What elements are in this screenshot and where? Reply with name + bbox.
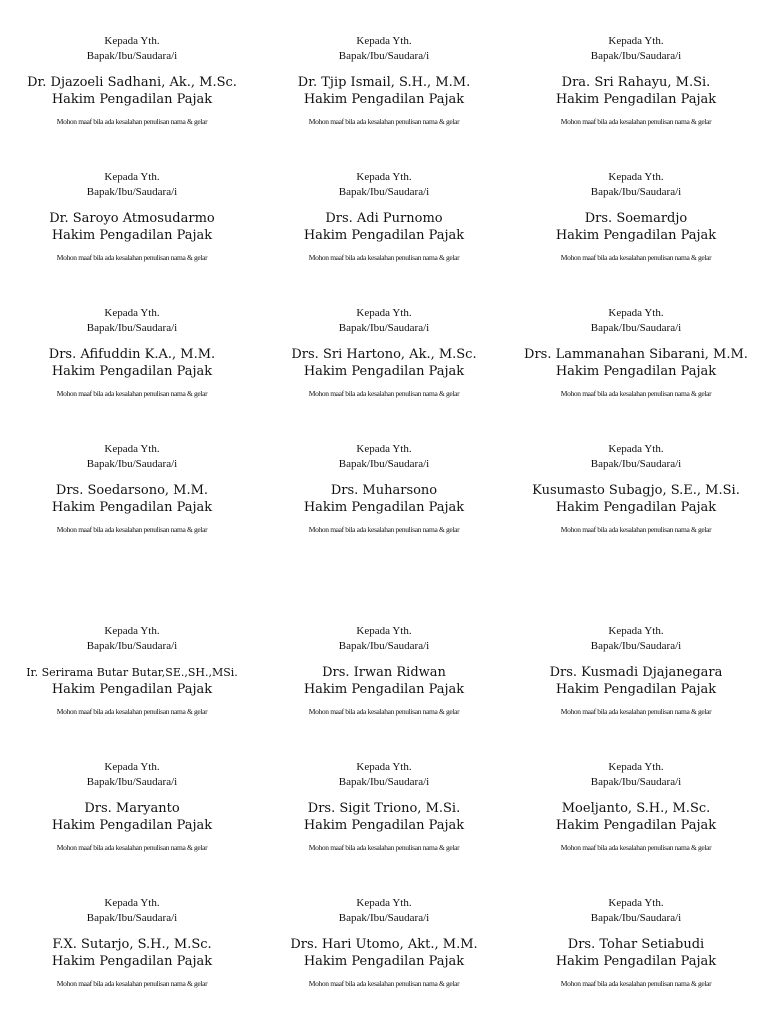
label-row (6, 170, 762, 306)
greeting-line2: Bapak/Ibu/Saudara/i (338, 912, 430, 924)
greeting-line2: Bapak/Ibu/Saudara/i (338, 322, 430, 334)
recipient-name: Drs. Soedarsono, M.M. (55, 483, 209, 498)
greeting-line2: Bapak/Ibu/Saudara/i (86, 50, 178, 62)
recipient-name: Drs. Irwan Ridwan (322, 665, 446, 680)
address-label (510, 760, 762, 896)
address-label (6, 34, 258, 170)
address-label (258, 34, 510, 170)
greeting-line1: Kepada Yth. (608, 897, 664, 909)
address-label (6, 624, 258, 760)
recipient-name: Kusumasto Subagjo, S.E., M.Si. (532, 483, 740, 498)
apology-note: Mohon maaf bila ada kesalahan penulisan nama & gelar (560, 707, 712, 716)
address-label (258, 896, 510, 1032)
recipient-role: Hakim Pengadilan Pajak (303, 682, 465, 697)
address-label (510, 896, 762, 1032)
greeting-line1: Kepada Yth. (608, 307, 664, 319)
recipient-role: Hakim Pengadilan Pajak (303, 954, 465, 969)
recipient-name: Drs. Maryanto (84, 801, 180, 816)
recipient-role: Hakim Pengadilan Pajak (51, 500, 213, 515)
apology-note: Mohon maaf bila ada kesalahan penulisan nama & gelar (560, 843, 712, 852)
address-label (6, 442, 258, 578)
recipient-name: Ir. Serirama Butar Butar,SE.,SH.,MSi. (26, 666, 238, 679)
label-row (6, 442, 762, 578)
label-row (6, 760, 762, 896)
apology-note: Mohon maaf bila ada kesalahan penulisan nama & gelar (560, 253, 712, 262)
recipient-role: Hakim Pengadilan Pajak (303, 818, 465, 833)
recipient-role: Hakim Pengadilan Pajak (51, 364, 213, 379)
greeting-line2: Bapak/Ibu/Saudara/i (86, 912, 178, 924)
address-label (6, 170, 258, 306)
apology-note: Mohon maaf bila ada kesalahan penulisan nama & gelar (56, 979, 208, 988)
address-label (258, 170, 510, 306)
recipient-name: Drs. Tohar Setiabudi (567, 937, 705, 952)
greeting-line2: Bapak/Ibu/Saudara/i (590, 322, 682, 334)
greeting-line1: Kepada Yth. (608, 625, 664, 637)
greeting-line2: Bapak/Ibu/Saudara/i (338, 458, 430, 470)
greeting-line2: Bapak/Ibu/Saudara/i (86, 458, 178, 470)
address-label (6, 306, 258, 442)
address-label (510, 34, 762, 170)
greeting-line1: Kepada Yth. (104, 897, 160, 909)
greeting-line1: Kepada Yth. (104, 761, 160, 773)
greeting-line1: Kepada Yth. (104, 443, 160, 455)
recipient-role: Hakim Pengadilan Pajak (555, 954, 717, 969)
greeting-line2: Bapak/Ibu/Saudara/i (338, 50, 430, 62)
apology-note: Mohon maaf bila ada kesalahan penulisan nama & gelar (308, 253, 460, 262)
greeting-line1: Kepada Yth. (104, 625, 160, 637)
recipient-name: Dra. Sri Rahayu, M.Si. (561, 75, 711, 90)
greeting-line2: Bapak/Ibu/Saudara/i (590, 640, 682, 652)
recipient-name: Dr. Tjip Ismail, S.H., M.M. (297, 75, 471, 90)
greeting-line1: Kepada Yth. (356, 171, 412, 183)
apology-note: Mohon maaf bila ada kesalahan penulisan nama & gelar (308, 843, 460, 852)
apology-note: Mohon maaf bila ada kesalahan penulisan nama & gelar (560, 525, 712, 534)
recipient-name: Drs. Adi Purnomo (325, 211, 443, 226)
apology-note: Mohon maaf bila ada kesalahan penulisan nama & gelar (308, 979, 460, 988)
recipient-role: Hakim Pengadilan Pajak (303, 228, 465, 243)
address-label (510, 624, 762, 760)
apology-note: Mohon maaf bila ada kesalahan penulisan nama & gelar (308, 117, 460, 126)
recipient-role: Hakim Pengadilan Pajak (51, 954, 213, 969)
greeting-line1: Kepada Yth. (608, 761, 664, 773)
recipient-role: Hakim Pengadilan Pajak (303, 92, 465, 107)
address-label (6, 896, 258, 1032)
greeting-line2: Bapak/Ibu/Saudara/i (590, 912, 682, 924)
recipient-role: Hakim Pengadilan Pajak (51, 682, 213, 697)
address-label (258, 760, 510, 896)
recipient-role: Hakim Pengadilan Pajak (303, 500, 465, 515)
label-row (6, 306, 762, 442)
recipient-role: Hakim Pengadilan Pajak (51, 818, 213, 833)
apology-note: Mohon maaf bila ada kesalahan penulisan nama & gelar (560, 389, 712, 398)
address-label (258, 624, 510, 760)
address-label (510, 442, 762, 578)
greeting-line1: Kepada Yth. (356, 443, 412, 455)
address-label (6, 760, 258, 896)
greeting-line1: Kepada Yth. (356, 35, 412, 47)
recipient-role: Hakim Pengadilan Pajak (51, 228, 213, 243)
apology-note: Mohon maaf bila ada kesalahan penulisan nama & gelar (56, 843, 208, 852)
apology-note: Mohon maaf bila ada kesalahan penulisan nama & gelar (56, 525, 208, 534)
greeting-line2: Bapak/Ibu/Saudara/i (590, 776, 682, 788)
apology-note: Mohon maaf bila ada kesalahan penulisan nama & gelar (308, 707, 460, 716)
address-label (510, 306, 762, 442)
greeting-line1: Kepada Yth. (356, 625, 412, 637)
recipient-name: F.X. Sutarjo, S.H., M.Sc. (52, 937, 212, 952)
apology-note: Mohon maaf bila ada kesalahan penulisan nama & gelar (560, 979, 712, 988)
greeting-line1: Kepada Yth. (608, 443, 664, 455)
recipient-role: Hakim Pengadilan Pajak (51, 92, 213, 107)
recipient-name: Drs. Muharsono (330, 483, 438, 498)
greeting-line2: Bapak/Ibu/Saudara/i (86, 776, 178, 788)
greeting-line1: Kepada Yth. (104, 171, 160, 183)
greeting-line2: Bapak/Ibu/Saudara/i (338, 640, 430, 652)
label-sheet-top (6, 34, 762, 578)
greeting-line2: Bapak/Ibu/Saudara/i (338, 776, 430, 788)
recipient-name: Drs. Lammanahan Sibarani, M.M. (524, 347, 748, 362)
recipient-role: Hakim Pengadilan Pajak (555, 364, 717, 379)
recipient-name: Drs. Soemardjo (584, 211, 688, 226)
recipient-role: Hakim Pengadilan Pajak (555, 228, 717, 243)
apology-note: Mohon maaf bila ada kesalahan penulisan nama & gelar (56, 253, 208, 262)
greeting-line2: Bapak/Ibu/Saudara/i (590, 458, 682, 470)
greeting-line2: Bapak/Ibu/Saudara/i (86, 640, 178, 652)
recipient-name: Drs. Sri Hartono, Ak., M.Sc. (291, 347, 477, 362)
recipient-name: Drs. Hari Utomo, Akt., M.M. (290, 937, 478, 952)
greeting-line2: Bapak/Ibu/Saudara/i (590, 50, 682, 62)
label-row (6, 34, 762, 170)
recipient-name: Drs. Afifuddin K.A., M.M. (48, 347, 216, 362)
apology-note: Mohon maaf bila ada kesalahan penulisan nama & gelar (308, 389, 460, 398)
recipient-name: Moeljanto, S.H., M.Sc. (561, 801, 711, 816)
recipient-name: Dr. Saroyo Atmosudarmo (49, 211, 215, 226)
greeting-line2: Bapak/Ibu/Saudara/i (86, 322, 178, 334)
address-label (258, 442, 510, 578)
greeting-line1: Kepada Yth. (356, 761, 412, 773)
recipient-role: Hakim Pengadilan Pajak (303, 364, 465, 379)
greeting-line2: Bapak/Ibu/Saudara/i (590, 186, 682, 198)
address-label (258, 306, 510, 442)
recipient-name: Dr. Djazoeli Sadhani, Ak., M.Sc. (27, 75, 237, 90)
greeting-line1: Kepada Yth. (356, 307, 412, 319)
label-row (6, 624, 762, 760)
greeting-line1: Kepada Yth. (356, 897, 412, 909)
label-sheet-bottom (6, 624, 762, 1032)
recipient-role: Hakim Pengadilan Pajak (555, 818, 717, 833)
apology-note: Mohon maaf bila ada kesalahan penulisan nama & gelar (560, 117, 712, 126)
apology-note: Mohon maaf bila ada kesalahan penulisan nama & gelar (308, 525, 460, 534)
greeting-line1: Kepada Yth. (608, 35, 664, 47)
recipient-name: Drs. Sigit Triono, M.Si. (307, 801, 461, 816)
greeting-line1: Kepada Yth. (608, 171, 664, 183)
greeting-line2: Bapak/Ibu/Saudara/i (338, 186, 430, 198)
apology-note: Mohon maaf bila ada kesalahan penulisan nama & gelar (56, 707, 208, 716)
label-row (6, 896, 762, 1032)
recipient-name: Drs. Kusmadi Djajanegara (549, 665, 723, 680)
recipient-role: Hakim Pengadilan Pajak (555, 500, 717, 515)
greeting-line1: Kepada Yth. (104, 35, 160, 47)
greeting-line2: Bapak/Ibu/Saudara/i (86, 186, 178, 198)
address-label (510, 170, 762, 306)
apology-note: Mohon maaf bila ada kesalahan penulisan nama & gelar (56, 117, 208, 126)
apology-note: Mohon maaf bila ada kesalahan penulisan nama & gelar (56, 389, 208, 398)
greeting-line1: Kepada Yth. (104, 307, 160, 319)
recipient-role: Hakim Pengadilan Pajak (555, 92, 717, 107)
recipient-role: Hakim Pengadilan Pajak (555, 682, 717, 697)
